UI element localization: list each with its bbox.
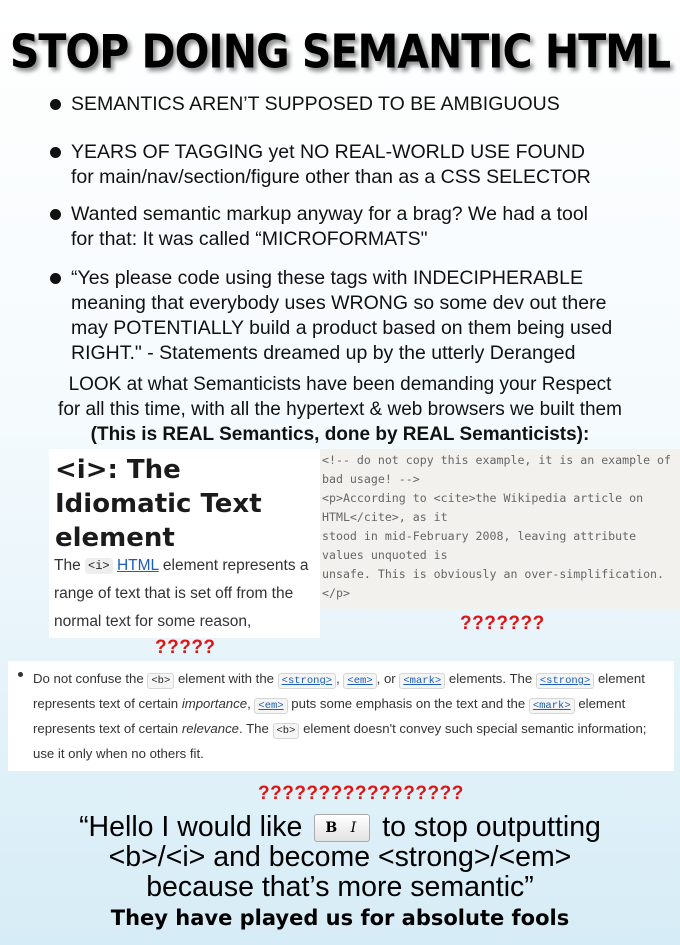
bullet-dot-icon (18, 672, 23, 677)
bullet-line: YEARS OF TAGGING yet NO REAL-WORLD USE FOUND (71, 141, 585, 163)
b-note-fragment: Do not confuse the (33, 671, 144, 686)
hello-line: because that’s more semantic” (146, 871, 534, 904)
b-element-note-screenshot (8, 661, 674, 771)
bullet-dot-icon (50, 273, 61, 284)
b-note-fragment: elements. The (448, 671, 533, 686)
b-note-fragment: element represents text of certain (33, 696, 626, 736)
hello-text: “Hello I would like (79, 811, 303, 843)
hello-text: to stop outputting (382, 811, 601, 843)
question-marks-b: ????????????????? (258, 783, 464, 804)
b-tag-chip: <b> (273, 723, 300, 739)
em-tag-link[interactable]: <em> (343, 673, 376, 689)
html-link[interactable]: HTML (116, 557, 159, 574)
bullet-line: may POTENTIALLY build a product based on them being used (71, 317, 613, 339)
bullet-item (48, 202, 668, 252)
i-element-heading: <i>: The Idiomatic Text element (55, 455, 262, 553)
look-line: LOOK at what Semanticists have been demanding your Respect (68, 374, 612, 395)
hello-quote (0, 812, 680, 902)
i-element-screenshot (49, 449, 320, 638)
bullet-dot-icon (50, 209, 61, 220)
bullet-line: for that: It was called “MICROFORMATS" (71, 228, 428, 250)
bullet-item (48, 92, 668, 117)
b-note-fragment: puts some emphasis on the text and the (291, 696, 526, 711)
b-tag-chip: <b> (147, 673, 174, 689)
bold-button[interactable]: B (325, 820, 338, 837)
em-tag-link[interactable]: <em> (254, 698, 287, 714)
importance-word: importance (181, 696, 248, 711)
i-code-chip: <i> (85, 558, 113, 574)
i-desc-text: element represents a range of text that is set off from the normal text for some reason, (54, 557, 309, 630)
strong-tag-link[interactable]: <strong> (278, 673, 336, 689)
bullet-line: Wanted semantic markup anyway for a brag? We had a tool (71, 203, 589, 225)
b-note-text (33, 666, 669, 766)
mark-tag-link[interactable]: <mark> (529, 698, 575, 714)
code-example-screenshot (320, 449, 680, 609)
hello-line (0, 812, 680, 842)
b-note-fragment: element represents text of certain (33, 671, 645, 711)
bullet-line: for main/nav/section/figure other than as a CSS SELECTOR (71, 166, 591, 188)
bullet-line: RIGHT." - Statements dreamed up by the utterly Deranged (71, 342, 576, 364)
meme-title: STOP DOING SEMANTIC HTML (9, 25, 671, 79)
italic-button[interactable]: I (350, 820, 357, 837)
bullet-dot-icon (50, 147, 61, 158)
mark-tag-link[interactable]: <mark> (399, 673, 445, 689)
b-note-fragment: , or (376, 671, 396, 686)
bold-italic-toolbar (314, 814, 370, 842)
look-line: for all this time, with all the hypertext & web browsers we built them (58, 399, 622, 420)
b-note-fragment: . The (239, 721, 269, 736)
hello-line: <b>/<i> and become <strong>/<em> (108, 841, 572, 874)
bullet-text: SEMANTICS AREN’T SUPPOSED TO BE AMBIGUOUS (71, 93, 560, 115)
code-example: <!-- do not copy this example, it is an example of bad usage! --> <p>According to <cite>the Wikipedia article on HTML</cite>, as it stood in mid-February 2008, leaving attribute values unquoted is unsafe. This is obviously an over-simplification. </p> (322, 453, 672, 600)
fools-caption: They have played us for absolute fools (110, 906, 570, 930)
bullet-item (48, 266, 668, 366)
b-note-fragment: element with the (177, 671, 274, 686)
bullet-line: meaning that everybody uses WRONG so some dev out there (71, 292, 607, 314)
question-marks-code: ??????? (460, 613, 545, 634)
question-marks-i: ????? (155, 637, 216, 658)
i-desc-text: The (54, 557, 81, 574)
bullet-line: “Yes please code using these tags with INDECIPHERABLE (71, 267, 583, 289)
strong-tag-link[interactable]: <strong> (536, 673, 594, 689)
i-element-description (54, 552, 320, 636)
b-note-fragment: , (247, 696, 251, 711)
real-semantics-caption: (This is REAL Semantics, done by REAL Semanticists): (90, 424, 590, 445)
relevance-word: relevance (181, 721, 239, 736)
bullet-dot-icon (50, 99, 61, 110)
b-note-fragment: , (336, 671, 340, 686)
b-note-fragment: element doesn't convey such special semantic information; use it only when no others fit. (33, 721, 647, 761)
bullet-item (48, 140, 668, 190)
look-text (0, 372, 680, 422)
